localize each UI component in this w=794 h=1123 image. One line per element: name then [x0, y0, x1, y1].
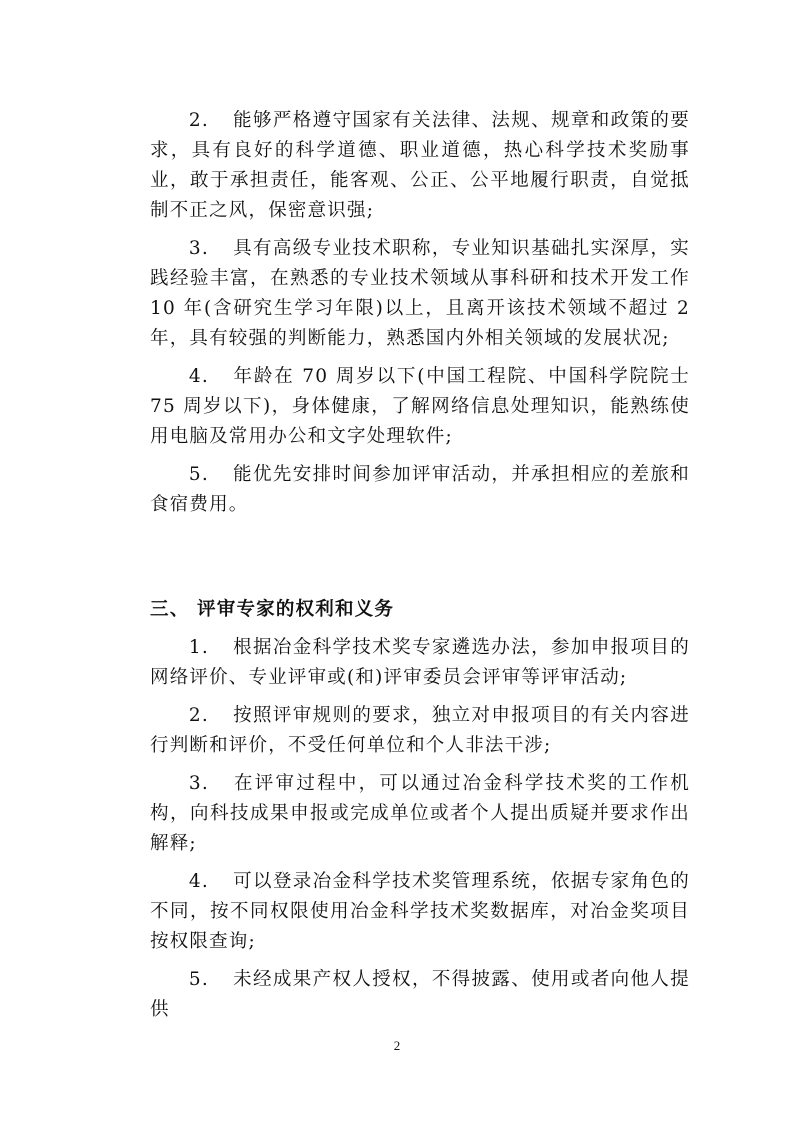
item-text: 根据冶金科学技术奖专家遴选办法，参加申报项目的网络评价、专业评审或(和)评审委员会评审等评审活动; [150, 637, 690, 688]
item-number: 2. [188, 110, 209, 131]
list-item [150, 362, 690, 452]
list-item [150, 106, 690, 226]
paragraph-text [150, 460, 690, 520]
item-text: 按照评审规则的要求，独立对申报项目的有关内容进行判断和评价，不受任何单位和个人非法干涉; [150, 705, 690, 756]
paragraph-text [150, 234, 690, 354]
list-item [150, 633, 690, 693]
section-heading: 三、 评审专家的权利和义务 [150, 599, 395, 620]
paragraph-text [150, 701, 690, 761]
list-item [150, 234, 690, 354]
list-item [150, 867, 690, 957]
item-number: 4. [188, 366, 209, 387]
list-item [150, 769, 690, 859]
paragraph-text [150, 769, 690, 859]
item-text: 年龄在 70 周岁以下(中国工程院、中国科学院院士 75 周岁以下)，身体健康，了解网络信息处理知识，能熟练使用电脑及常用办公和文字处理软件; [150, 366, 690, 447]
qualification-list [150, 106, 690, 528]
item-number: 1. [188, 637, 209, 658]
rights-duties-list [150, 633, 690, 1033]
paragraph-text [150, 965, 690, 1025]
item-text: 未经成果产权人授权，不得披露、使用或者向他人提供 [150, 969, 690, 1020]
item-text: 在评审过程中，可以通过冶金科学技术奖的工作机构，向科技成果申报或完成单位或者个人提出质疑并要求作出解释; [150, 773, 690, 854]
item-number: 2. [188, 705, 209, 726]
item-number: 4. [188, 871, 209, 892]
list-item [150, 460, 690, 520]
list-item [150, 701, 690, 761]
paragraph-text [150, 362, 690, 452]
item-number: 3. [188, 238, 209, 259]
item-text: 能优先安排时间参加评审活动，并承担相应的差旅和食宿费用。 [150, 464, 690, 515]
item-number: 5. [188, 464, 209, 485]
item-text: 可以登录冶金科学技术奖管理系统，依据专家角色的不同，按不同权限使用冶金科学技术奖数据库，对冶金奖项目按权限查询; [150, 871, 690, 952]
paragraph-text [150, 867, 690, 957]
item-text: 具有高级专业技术职称，专业知识基础扎实深厚，实践经验丰富，在熟悉的专业技术领域从事科研和技术开发工作 10 年(含研究生学习年限)以上，且离开该技术领域不超过 2 年，具有较强的判断能力，熟悉国内外相关领域的发展状况; [150, 238, 690, 349]
item-number: 3. [188, 773, 209, 794]
paragraph-text [150, 106, 690, 226]
list-item [150, 965, 690, 1025]
paragraph-text [150, 633, 690, 693]
item-text: 能够严格遵守国家有关法律、法规、规章和政策的要求，具有良好的科学道德、职业道德，热心科学技术奖励事业，敢于承担责任，能客观、公正、公平地履行职责，自觉抵制不正之风，保密意识强; [150, 110, 690, 221]
item-number: 5. [188, 969, 209, 990]
page-number: 2 [393, 1038, 401, 1053]
